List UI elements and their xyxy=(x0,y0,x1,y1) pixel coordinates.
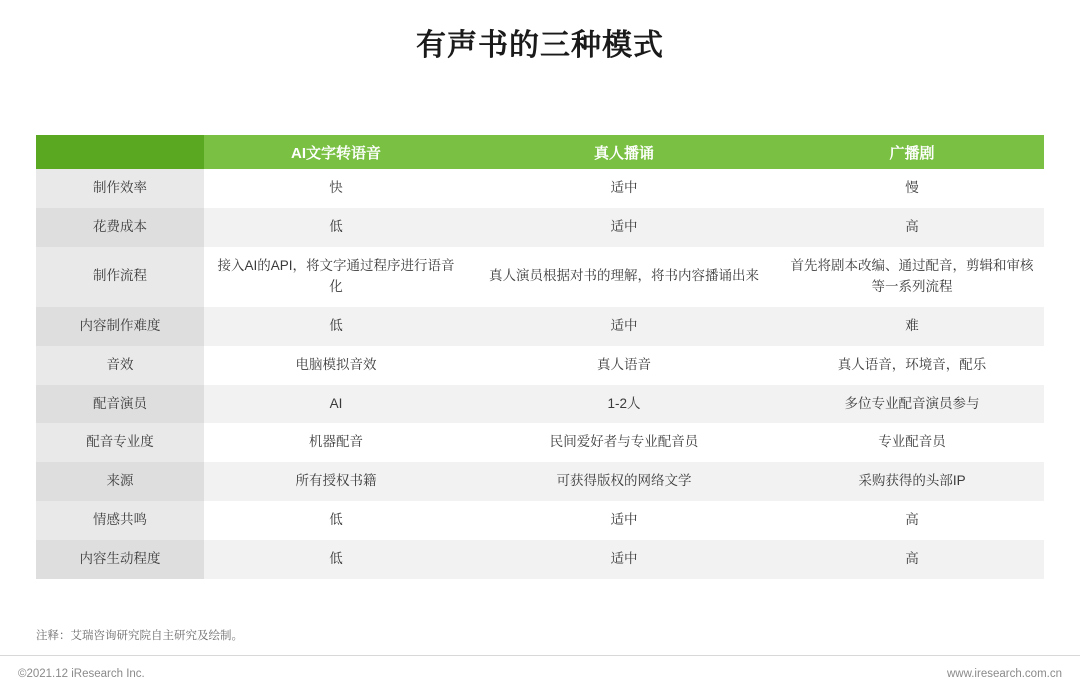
table-cell: 高 xyxy=(780,540,1044,579)
table-cell: 慢 xyxy=(780,169,1044,208)
website-text: www.iresearch.com.cn xyxy=(946,668,1062,680)
table-cell: 接入AI的API，将文字通过程序进行语音化 xyxy=(204,247,468,307)
table-cell: 低 xyxy=(204,540,468,579)
table-cell: 所有授权书籍 xyxy=(204,462,468,501)
column-header-ai-tts: AI文字转语音 xyxy=(204,135,468,169)
table-row xyxy=(36,501,1044,540)
row-header: 情感共鸣 xyxy=(36,501,204,540)
page-title: 有声书的三种模式 xyxy=(416,29,664,62)
table-cell: 高 xyxy=(780,501,1044,540)
row-header: 配音演员 xyxy=(36,385,204,424)
row-header: 来源 xyxy=(36,462,204,501)
table-cell: 适中 xyxy=(468,307,780,346)
table-cell: 民间爱好者与专业配音员 xyxy=(468,423,780,462)
page-footer xyxy=(0,664,1080,694)
table-cell: AI xyxy=(204,385,468,424)
table-cell: 低 xyxy=(204,501,468,540)
table-cell: 高 xyxy=(780,208,1044,247)
table-cell: 1-2人 xyxy=(468,385,780,424)
row-header: 配音专业度 xyxy=(36,423,204,462)
table-cell: 适中 xyxy=(468,169,780,208)
table-row xyxy=(36,208,1044,247)
table-cell: 低 xyxy=(204,307,468,346)
row-header: 内容生动程度 xyxy=(36,540,204,579)
table-corner-cell xyxy=(36,135,204,169)
table-cell: 适中 xyxy=(468,208,780,247)
footer-divider xyxy=(0,655,1080,656)
copyright-text: ©2021.12 iResearch Inc. xyxy=(18,668,145,680)
table-cell: 采购获得的头部IP xyxy=(780,462,1044,501)
row-header: 花费成本 xyxy=(36,208,204,247)
table-cell: 可获得版权的网络文学 xyxy=(468,462,780,501)
table-row xyxy=(36,247,1044,307)
row-header: 内容制作难度 xyxy=(36,307,204,346)
table-header-row xyxy=(36,135,1044,169)
table-row xyxy=(36,540,1044,579)
table-cell: 真人语音，环境音，配乐 xyxy=(780,346,1044,385)
table-cell: 真人语音 xyxy=(468,346,780,385)
row-header: 制作流程 xyxy=(36,247,204,307)
table-cell: 多位专业配音演员参与 xyxy=(780,385,1044,424)
table-row xyxy=(36,385,1044,424)
comparison-table xyxy=(36,135,1044,579)
table-row xyxy=(36,346,1044,385)
row-header: 制作效率 xyxy=(36,169,204,208)
table-cell: 专业配音员 xyxy=(780,423,1044,462)
table-cell: 低 xyxy=(204,208,468,247)
table-cell: 适中 xyxy=(468,540,780,579)
column-header-human-narration: 真人播诵 xyxy=(468,135,780,169)
table-cell: 电脑模拟音效 xyxy=(204,346,468,385)
table-cell: 机器配音 xyxy=(204,423,468,462)
table-cell: 真人演员根据对书的理解，将书内容播诵出来 xyxy=(468,247,780,307)
table-header xyxy=(36,135,1044,169)
table-body xyxy=(36,169,1044,579)
table-row xyxy=(36,423,1044,462)
footnote: 注释：艾瑞咨询研究院自主研究及绘制。 xyxy=(36,630,243,642)
table-row xyxy=(36,462,1044,501)
row-header: 音效 xyxy=(36,346,204,385)
table-cell: 适中 xyxy=(468,501,780,540)
table-cell: 首先将剧本改编、通过配音，剪辑和审核等一系列流程 xyxy=(780,247,1044,307)
table-row xyxy=(36,307,1044,346)
table-cell: 快 xyxy=(204,169,468,208)
table-cell: 难 xyxy=(780,307,1044,346)
column-header-radio-drama: 广播剧 xyxy=(780,135,1044,169)
table-row xyxy=(36,169,1044,208)
comparison-table-container xyxy=(36,135,1044,579)
